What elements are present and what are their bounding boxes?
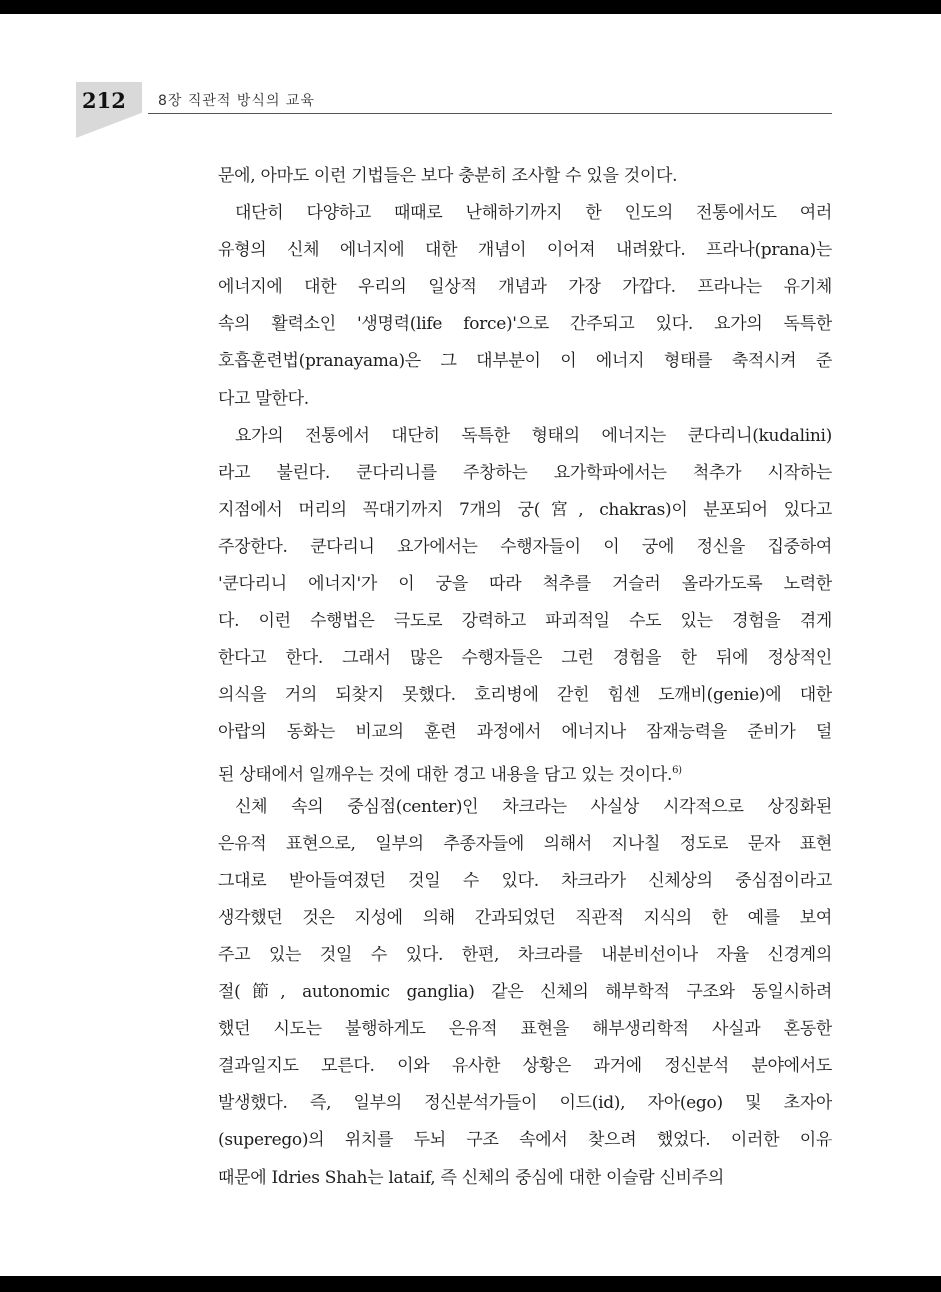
header-rule [148,113,832,114]
page-header [76,82,836,142]
text-line: 대단히 다양하고 때때로 난해하기까지 한 인도의 전통에서도 여러 [235,203,832,224]
text-line: 된 상태에서 일깨우는 것에 대한 경고 내용을 담고 있는 것이다.$^{6)}$ [218,764,682,785]
page-number: 212 [82,88,126,113]
text-line: 호흡훈련법(pranayama)은 그 대부분이 이 에너지 형태를 축적시켜 준 [218,351,832,372]
text-line: 한다고 한다. 그래서 많은 수행자들은 그런 경험을 한 뒤에 정상적인 [218,648,832,669]
text-line: 했던 시도는 불행하게도 은유적 표현을 해부생리학적 사실과 혼동한 [218,1019,832,1040]
text-line: 요가의 전통에서 대단히 독특한 형태의 에너지는 쿤다리니(kudalini) [235,425,832,446]
text-line: 지점에서 머리의 꼭대기까지 7개의 궁(宮, chakras)이 분포되어 있다고 [218,499,832,520]
footnote-mark: 6) [672,764,682,776]
text-line: 은유적 표현으로, 일부의 추종자들에 의해서 지나칠 정도로 문자 표현 [218,833,832,854]
text-line: 발생했다. 즉, 일부의 정신분석가들이 이드(id), 자아(ego) 및 초자아 [218,1093,832,1114]
text-line: 문에, 아마도 이런 기법들은 보다 충분히 조사할 수 있을 것이다. [218,166,678,186]
text-line: 그대로 받아들여졌던 것일 수 있다. 차크라가 신체상의 중심점이라고 [218,870,832,891]
text-line: 주고 있는 것일 수 있다. 한편, 차크라를 내분비선이나 자율 신경계의 [218,944,832,965]
body-text [218,158,832,1197]
text-line: 의식을 거의 되찾지 못했다. 호리병에 갇힌 힘센 도깨비(genie)에 대한 [218,685,832,706]
top-border [0,0,941,14]
paragraph [218,158,832,195]
text-line: 생각했던 것은 지성에 의해 간과되었던 직관적 지식의 한 예를 보여 [218,907,832,928]
text-line: 유형의 신체 에너지에 대한 개념이 이어져 내려왔다. 프라나(prana)는 [218,240,832,261]
text-line: '쿤다리니 에너지'가 이 궁을 따라 척추를 거슬러 올라가도록 노력한 [218,574,832,595]
text-line: (superego)의 위치를 두뇌 구조 속에서 찾으려 했었다. 이러한 이유 [218,1130,832,1151]
text-line: 다. 이런 수행법은 극도로 강력하고 파괴적일 수도 있는 경험을 겪게 [218,611,832,632]
text-line: 결과일지도 모른다. 이와 유사한 상황은 과거에 정신분석 분야에서도 [218,1056,832,1077]
text-line: 에너지에 대한 우리의 일상적 개념과 가장 가깝다. 프라나는 유기체 [218,277,832,298]
text-line: 신체 속의 중심점(center)인 차크라는 사실상 시각적으로 상징화된 [235,796,832,817]
text-line: 라고 불린다. 쿤다리니를 주창하는 요가학파에서는 척추가 시작하는 [218,462,832,483]
paragraph [218,418,832,789]
running-title: 8장 직관적 방식의 교육 [158,93,315,109]
paragraph [218,195,832,418]
text-line: 절(節, autonomic ganglia) 같은 신체의 해부학적 구조와 동일시하려 [218,982,832,1003]
bottom-border [0,1276,941,1292]
text-line: 때문에 Idries Shah는 lataif, 즉 신체의 중심에 대한 이슬람 신비주의 [218,1167,724,1188]
text-line: 주장한다. 쿤다리니 요가에서는 수행자들이 이 궁에 정신을 집중하여 [218,536,832,557]
text-line: 다고 말한다. [218,388,309,409]
text-line: 아랍의 동화는 비교의 훈련 과정에서 에너지나 잠재능력을 준비가 덜 [218,722,832,743]
paragraph [218,789,832,1197]
text-line: 속의 활력소인 '생명력(life force)'으로 간주되고 있다. 요가의 독특한 [218,314,832,335]
